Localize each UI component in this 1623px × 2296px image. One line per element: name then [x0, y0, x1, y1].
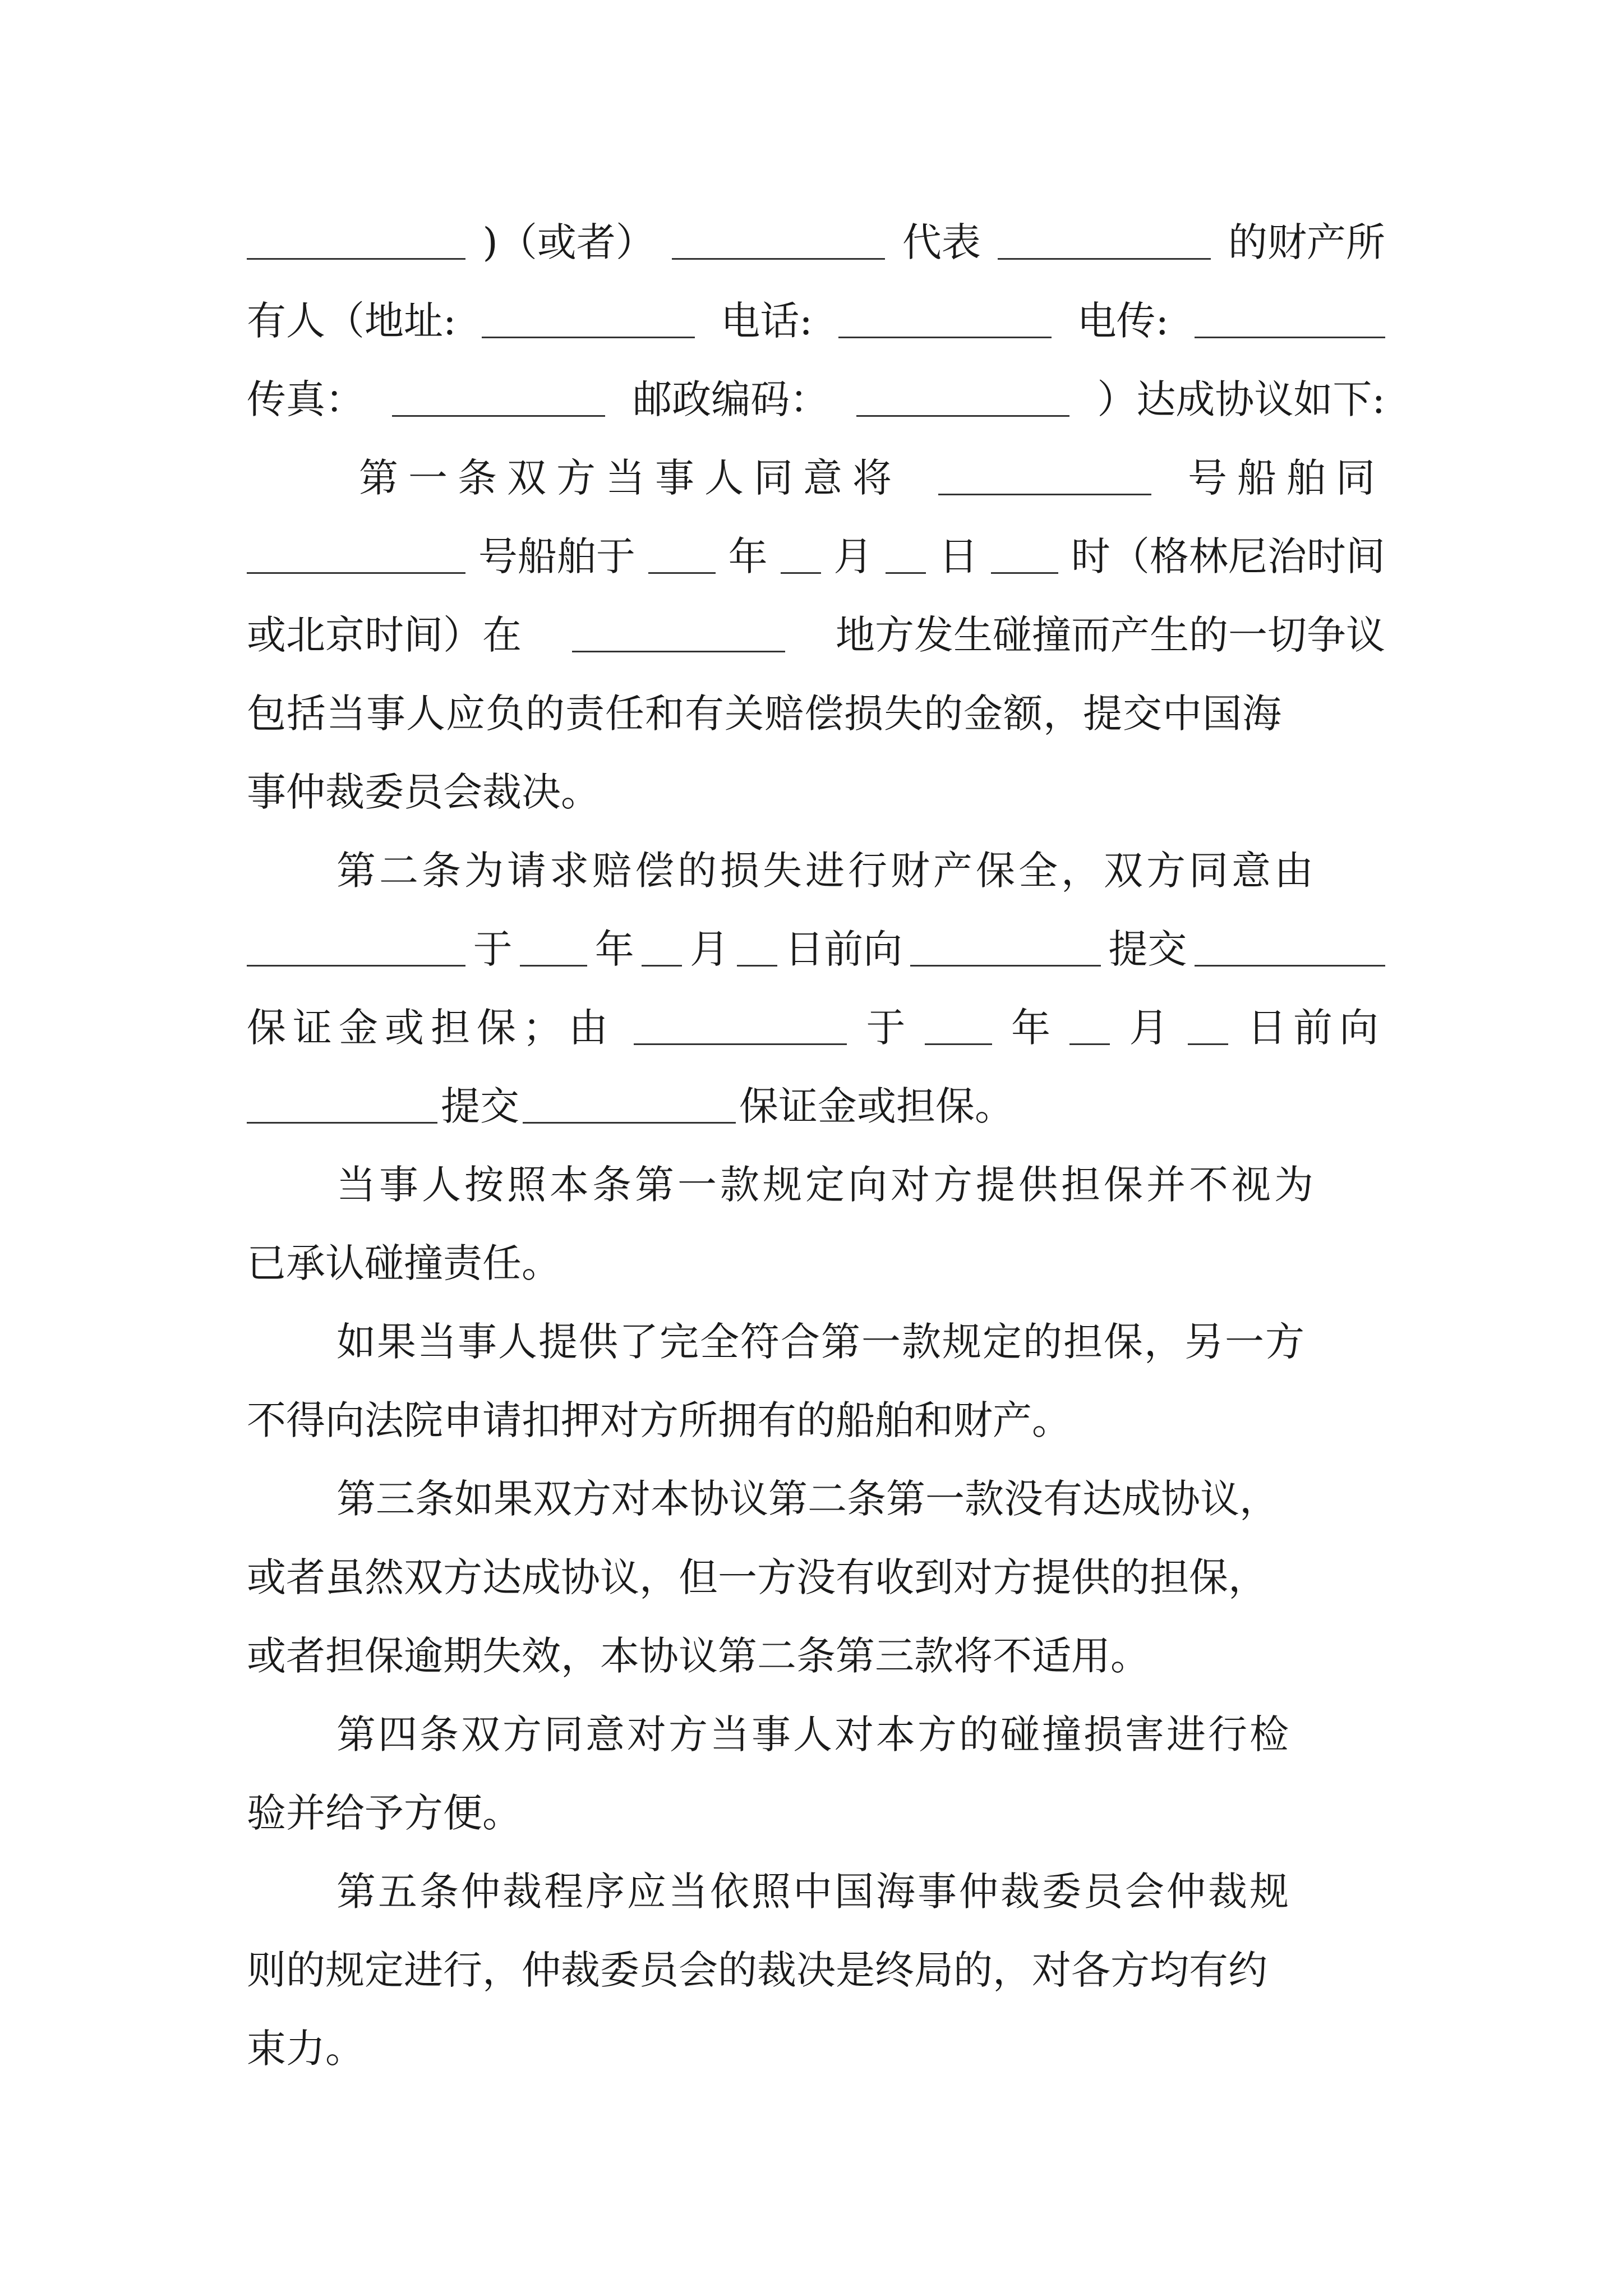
text-segment: 月 — [833, 533, 873, 579]
text-line — [247, 1387, 1385, 1454]
text-line — [247, 2015, 1385, 2082]
text-segment: 或北京时间）在 — [247, 612, 522, 658]
text-segment: 年 — [1011, 1005, 1050, 1051]
fill-in-blank[interactable] — [247, 537, 465, 574]
text-segment: 保证金或担保；由 — [247, 1005, 615, 1051]
text-segment: 已承认碰撞责任。 — [247, 1240, 561, 1286]
text-segment: 月 — [1129, 1005, 1169, 1051]
text-segment: 日前向 — [785, 926, 903, 972]
text-line — [247, 1073, 1385, 1140]
text-segment: 电传: — [1077, 298, 1169, 344]
text-line — [247, 1936, 1385, 2004]
text-segment: 当事人按照本条第一款规定向对方提供担保并不视为 — [336, 1162, 1317, 1208]
text-line — [247, 287, 1385, 355]
text-line — [247, 680, 1385, 747]
fill-in-blank[interactable] — [1195, 302, 1385, 338]
text-segment: 束力。 — [247, 2026, 365, 2072]
fill-in-blank[interactable] — [482, 302, 695, 338]
fill-in-blank[interactable] — [886, 537, 926, 574]
text-segment: 日 — [939, 533, 979, 579]
text-line — [336, 1858, 1385, 1925]
fill-in-blank[interactable] — [1069, 1009, 1110, 1045]
fill-in-blank[interactable] — [781, 537, 821, 574]
text-line — [247, 1544, 1385, 1611]
text-segment: 或者虽然双方达成协议，但一方没有收到对方提供的担保， — [247, 1554, 1267, 1600]
text-segment: 于 — [866, 1005, 906, 1051]
fill-in-blank[interactable] — [998, 223, 1211, 260]
text-segment: 代表 — [902, 219, 981, 265]
text-segment: 年 — [594, 926, 634, 972]
text-line — [247, 1230, 1385, 1297]
text-segment: 号船舶于 — [478, 533, 635, 579]
text-segment: 第四条双方同意对方当事人对本方的碰撞损害进行检 — [336, 1711, 1291, 1757]
text-segment: 包括当事人应负的责任和有关赔偿损失的金额，提交中国海 — [247, 691, 1282, 737]
text-segment: ）达成协议如下: — [1097, 376, 1385, 422]
fill-in-blank[interactable] — [523, 1087, 736, 1124]
text-line — [247, 758, 1385, 826]
text-segment: 保证金或担保。 — [739, 1083, 1014, 1129]
text-segment: 事仲裁委员会裁决。 — [247, 769, 600, 815]
text-line — [247, 1779, 1385, 1847]
fill-in-blank[interactable] — [991, 537, 1058, 574]
fill-in-blank[interactable] — [925, 1009, 992, 1045]
fill-in-blank[interactable] — [572, 616, 785, 652]
fill-in-blank[interactable] — [938, 459, 1151, 495]
text-segment: 月 — [689, 926, 729, 972]
text-segment: 地方发生碰撞而产生的一切争议 — [836, 612, 1385, 658]
fill-in-blank[interactable] — [856, 380, 1069, 417]
text-segment: 年 — [728, 533, 768, 579]
fill-in-blank[interactable] — [838, 302, 1052, 338]
text-line — [336, 1701, 1385, 1768]
text-line — [336, 1308, 1385, 1375]
text-segment: 时（格林尼治时间 — [1071, 533, 1385, 579]
text-segment: )（或者） — [482, 219, 655, 265]
text-segment: 第五条仲裁程序应当依照中国海事仲裁委员会仲裁规 — [336, 1869, 1291, 1915]
text-line — [247, 209, 1385, 276]
fill-in-blank[interactable] — [1188, 1009, 1228, 1045]
text-segment: 日前向 — [1247, 1005, 1385, 1051]
text-line — [247, 994, 1385, 1061]
text-line — [247, 915, 1385, 983]
fill-in-blank[interactable] — [247, 1087, 437, 1124]
text-segment: 第二条为请求赔偿的损失进行财产保全，双方同意由 — [336, 848, 1317, 894]
text-line — [336, 837, 1385, 904]
text-line — [247, 1622, 1385, 1690]
fill-in-blank[interactable] — [634, 1009, 847, 1045]
text-segment: 于 — [473, 926, 513, 972]
text-line — [247, 601, 1385, 669]
text-line — [336, 1151, 1385, 1218]
fill-in-blank[interactable] — [392, 380, 605, 417]
fill-in-blank[interactable] — [672, 223, 885, 260]
text-segment: 有人（地址: — [247, 298, 457, 344]
text-segment: 号船舶同 — [1188, 455, 1385, 501]
fill-in-blank[interactable] — [247, 930, 465, 967]
text-segment: 的财产所 — [1228, 219, 1385, 265]
fill-in-blank[interactable] — [910, 930, 1101, 967]
text-segment: 提交 — [1108, 926, 1187, 972]
text-line — [247, 523, 1385, 590]
fill-in-blank[interactable] — [648, 537, 716, 574]
fill-in-blank[interactable] — [247, 223, 465, 260]
text-segment: 则的规定进行，仲裁委员会的裁决是终局的，对各方均有约 — [247, 1947, 1267, 1993]
text-segment: 第一条双方当事人同意将 — [359, 455, 902, 501]
fill-in-blank[interactable] — [520, 930, 587, 967]
text-line — [247, 366, 1385, 433]
text-segment: 电话: — [721, 298, 813, 344]
text-segment: 验并给予方便。 — [247, 1790, 522, 1836]
text-segment: 如果当事人提供了完全符合第一款规定的担保，另一方 — [336, 1319, 1306, 1365]
text-segment: 不得向法院申请扣押对方所拥有的船舶和财产。 — [247, 1397, 1071, 1443]
fill-in-blank[interactable] — [642, 930, 682, 967]
text-segment: 邮政编码： — [633, 376, 829, 422]
text-segment: 提交 — [441, 1083, 519, 1129]
text-segment: 第三条如果双方对本协议第二条第一款没有达成协议， — [336, 1476, 1279, 1522]
text-line — [359, 444, 1385, 512]
fill-in-blank[interactable] — [1195, 930, 1385, 967]
text-segment: 传真： — [247, 376, 365, 422]
text-line — [336, 1465, 1402, 1533]
fill-in-blank[interactable] — [737, 930, 777, 967]
text-segment: 或者担保逾期失效，本协议第二条第三款将不适用。 — [247, 1633, 1150, 1679]
